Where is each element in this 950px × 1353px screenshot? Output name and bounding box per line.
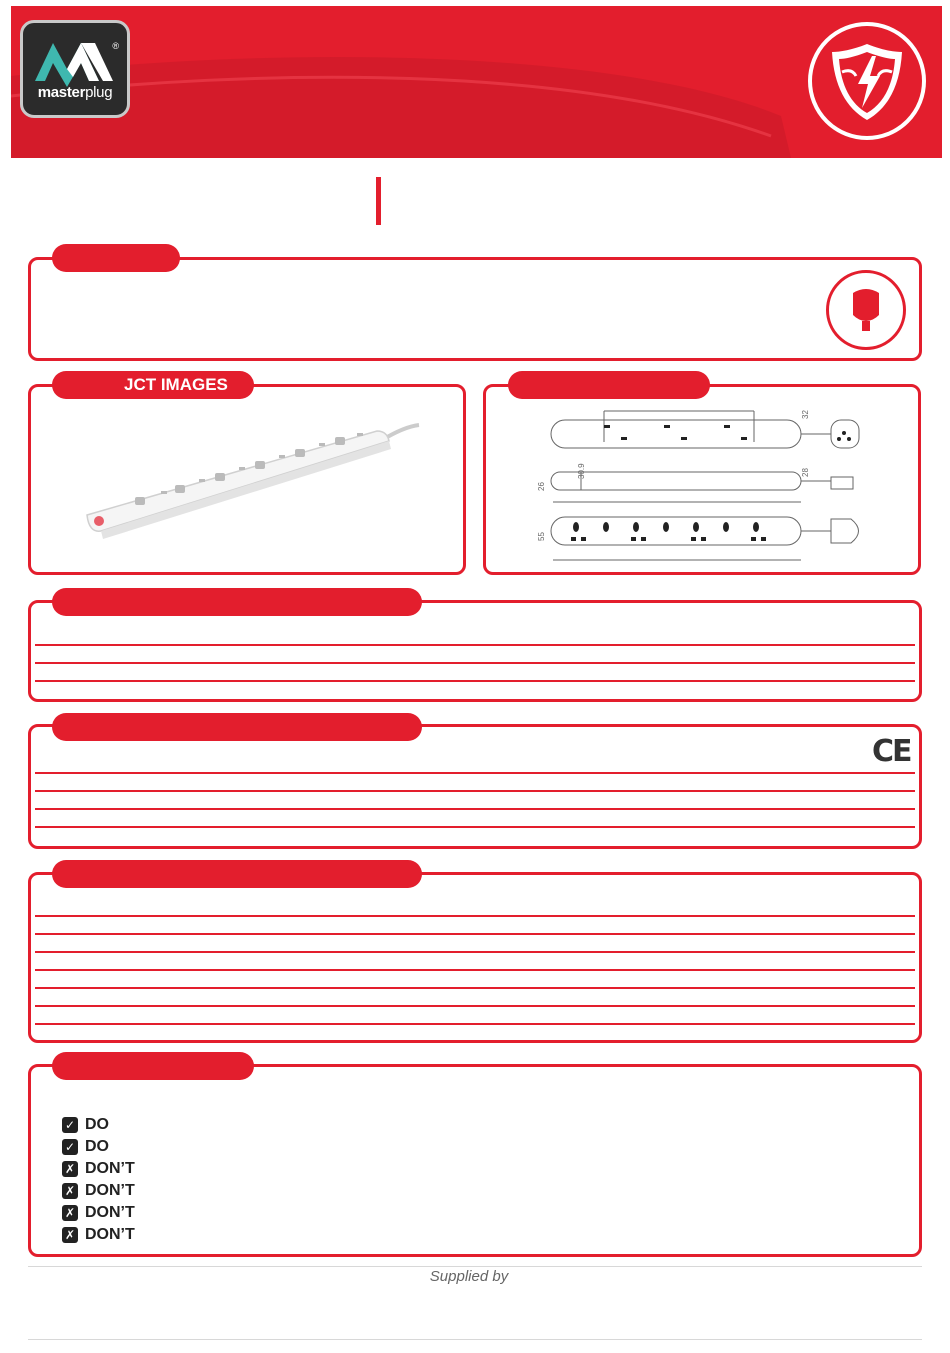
dont-label: DON’T xyxy=(85,1204,135,1221)
safety-panel xyxy=(28,1064,922,1257)
dimension-55: 55 xyxy=(537,532,546,541)
row-divider xyxy=(35,790,915,792)
logo-text-bold: master xyxy=(37,84,86,101)
dimension-26: 26 xyxy=(537,482,546,491)
cross-icon: ✗ xyxy=(62,1227,78,1243)
dimension-28: 28 xyxy=(801,468,810,477)
ce-mark: CE xyxy=(872,734,911,769)
row-divider xyxy=(35,969,915,971)
jct-images-tab: JCT IMAGES xyxy=(52,371,254,399)
specification-tab xyxy=(52,713,422,741)
do-item xyxy=(62,1114,109,1136)
specification-panel xyxy=(28,724,922,849)
row-divider xyxy=(35,826,915,828)
technical-drawing-tab xyxy=(508,371,710,399)
dont-label: DON’T xyxy=(85,1182,135,1199)
footer-divider xyxy=(28,1266,922,1267)
plug-icon xyxy=(826,270,906,350)
row-divider xyxy=(35,1005,915,1007)
row-divider xyxy=(35,1023,915,1025)
jct-images-panel xyxy=(28,384,466,575)
dimension-30-9: 30.9 xyxy=(577,463,586,479)
dont-label: DON’T xyxy=(85,1226,135,1243)
cross-icon: ✗ xyxy=(62,1161,78,1177)
registered-mark: ® xyxy=(112,41,119,51)
cross-icon: ✗ xyxy=(62,1183,78,1199)
check-icon: ✓ xyxy=(62,1139,78,1155)
row-divider xyxy=(35,680,915,682)
dont-item xyxy=(62,1202,135,1224)
extension-lead-photo xyxy=(31,387,463,572)
row-divider xyxy=(35,644,915,646)
description-panel xyxy=(28,257,922,361)
dont-label: DON’T xyxy=(85,1160,135,1177)
row-divider xyxy=(35,772,915,774)
logo-m-icon xyxy=(23,29,127,89)
header-swoosh xyxy=(11,6,942,158)
logo-wordmark xyxy=(23,84,127,101)
row-divider xyxy=(35,915,915,917)
do-item xyxy=(62,1136,109,1158)
footer-divider xyxy=(28,1339,922,1340)
dont-item xyxy=(62,1180,135,1202)
lightning-shield-icon xyxy=(808,22,926,140)
title-accent-bar xyxy=(376,177,381,225)
details-panel xyxy=(28,872,922,1043)
row-divider xyxy=(35,951,915,953)
features-tab xyxy=(52,588,422,616)
header-banner xyxy=(11,6,942,158)
do-label: DO xyxy=(85,1138,109,1155)
row-divider xyxy=(35,987,915,989)
safety-tab xyxy=(52,1052,254,1080)
row-divider xyxy=(35,933,915,935)
row-divider xyxy=(35,662,915,664)
description-tab xyxy=(52,244,180,272)
dimension-32: 32 xyxy=(801,410,810,419)
dont-item xyxy=(62,1224,135,1246)
row-divider xyxy=(35,808,915,810)
technical-drawing-panel xyxy=(483,384,921,575)
check-icon: ✓ xyxy=(62,1117,78,1133)
details-tab xyxy=(52,860,422,888)
dont-item xyxy=(62,1158,135,1180)
supplied-by-text: Supplied by xyxy=(429,1268,509,1285)
cross-icon: ✗ xyxy=(62,1205,78,1221)
technical-drawing xyxy=(486,387,918,572)
do-label: DO xyxy=(85,1116,109,1133)
logo-text-regular: plug xyxy=(85,84,113,101)
masterplug-logo xyxy=(20,20,130,118)
